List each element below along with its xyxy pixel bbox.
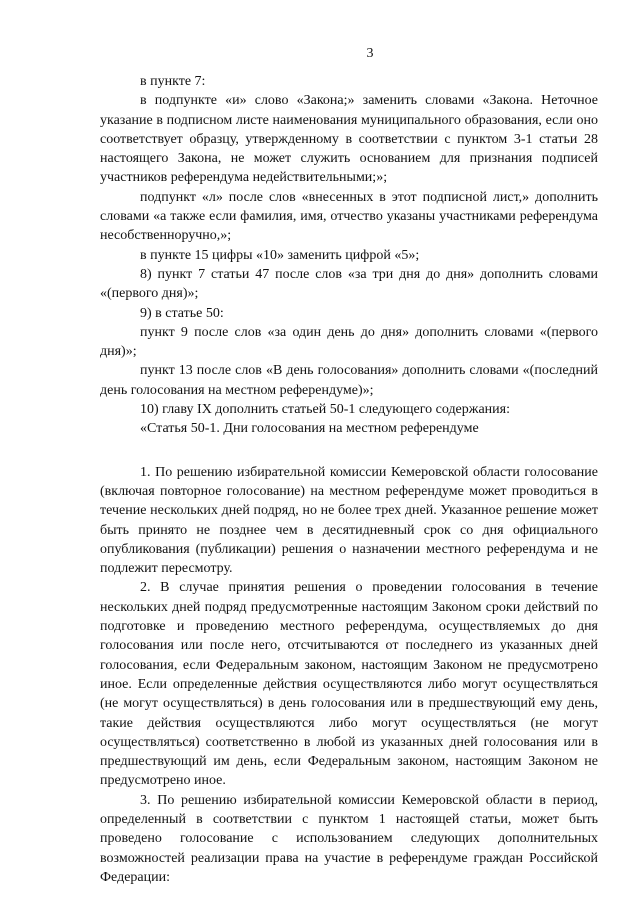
document-body xyxy=(100,72,598,887)
paragraph-item-13: пункт 13 после слов «В день голосования» дополнить словами «(последний день голосования на местном референдуме)»; xyxy=(100,363,598,398)
article-title: «Статья 50-1. Дни голосования на местном референдуме xyxy=(140,421,479,437)
paragraph-subitem-l: подпункт «л» после слов «внесенных в этот подписной лист,» дополнить словами «а также если фамилия, имя, отчество указаны участниками референдума несобственноручно,»; xyxy=(100,189,598,244)
paragraph-subitem-i: в подпункте «и» слово «Закона;» заменить словами «Закона. Неточное указание в подписном листе наименования муниципального образования, если оно соответствует образцу, утвержденному в соответствии с пунктом 3-1 статьи 28 настоящего Закона, не может служить основанием для признания подписей участников референдума недействительными;»; xyxy=(100,93,598,186)
paragraph-item-15: в пункте 15 цифры «10» заменить цифрой «5»; xyxy=(140,247,420,263)
paragraph-item-7: в пункте 7: xyxy=(140,74,206,89)
article-clause-3: 3. По решению избирательной комиссии Кемеровской области в период, определенный в соответствии с пунктом 1 настоящей статьи, может быть проведено голосование с использованием следующих дополнительных возможностей реализации права на участие в референдуме граждан Российской Федерации: xyxy=(100,792,598,885)
article-clause-2: 2. В случае принятия решения о проведении голосования в течение нескольких дней подряд предусмотренные настоящим Законом сроки действий по подготовке и проведению местного референдума, осуществляемых до дня голосования или после него, отсчитываются от последнего из указанных дней голосования, если Федеральным законом, настоящим Законом не предусмотрено иное. Если определенные действия осуществляются либо могут осуществляться (не могут осуществляться) в день голосования или в предшествующий ему день, такие действия осуществляются либо могут осуществляться (не могут осуществляться) соответственно в любой из указанных дней голосования или в предшествующий им день, если Федеральным законом, настоящим Законом не предусмотрено иное. xyxy=(100,580,598,789)
page-number: 3 xyxy=(366,46,374,61)
paragraph-amendment-8: 8) пункт 7 статьи 47 после слов «за три дня до дня» дополнить словами «(первого дня)»; xyxy=(100,266,598,302)
article-clause-1: 1. По решению избирательной комиссии Кемеровской области голосование (включая повторное голосование) на местном референдуме может проводиться в течение нескольких дней подряд, но не более трех дней. Указанное решение может быть принято не позднее чем в десятидневный срок со дня официального опубликования (публикации) решения о назначении местного референдума и не подлежит пересмотру. xyxy=(100,464,598,577)
paragraph-amendment-10: 10) главу IX дополнить статьей 50-1 следующего содержания: xyxy=(140,402,510,418)
paragraph-item-9: пункт 9 после слов «за один день до дня» дополнить словами «(первого дня)»; xyxy=(100,324,598,360)
paragraph-amendment-9: 9) в статье 50: xyxy=(140,305,224,321)
